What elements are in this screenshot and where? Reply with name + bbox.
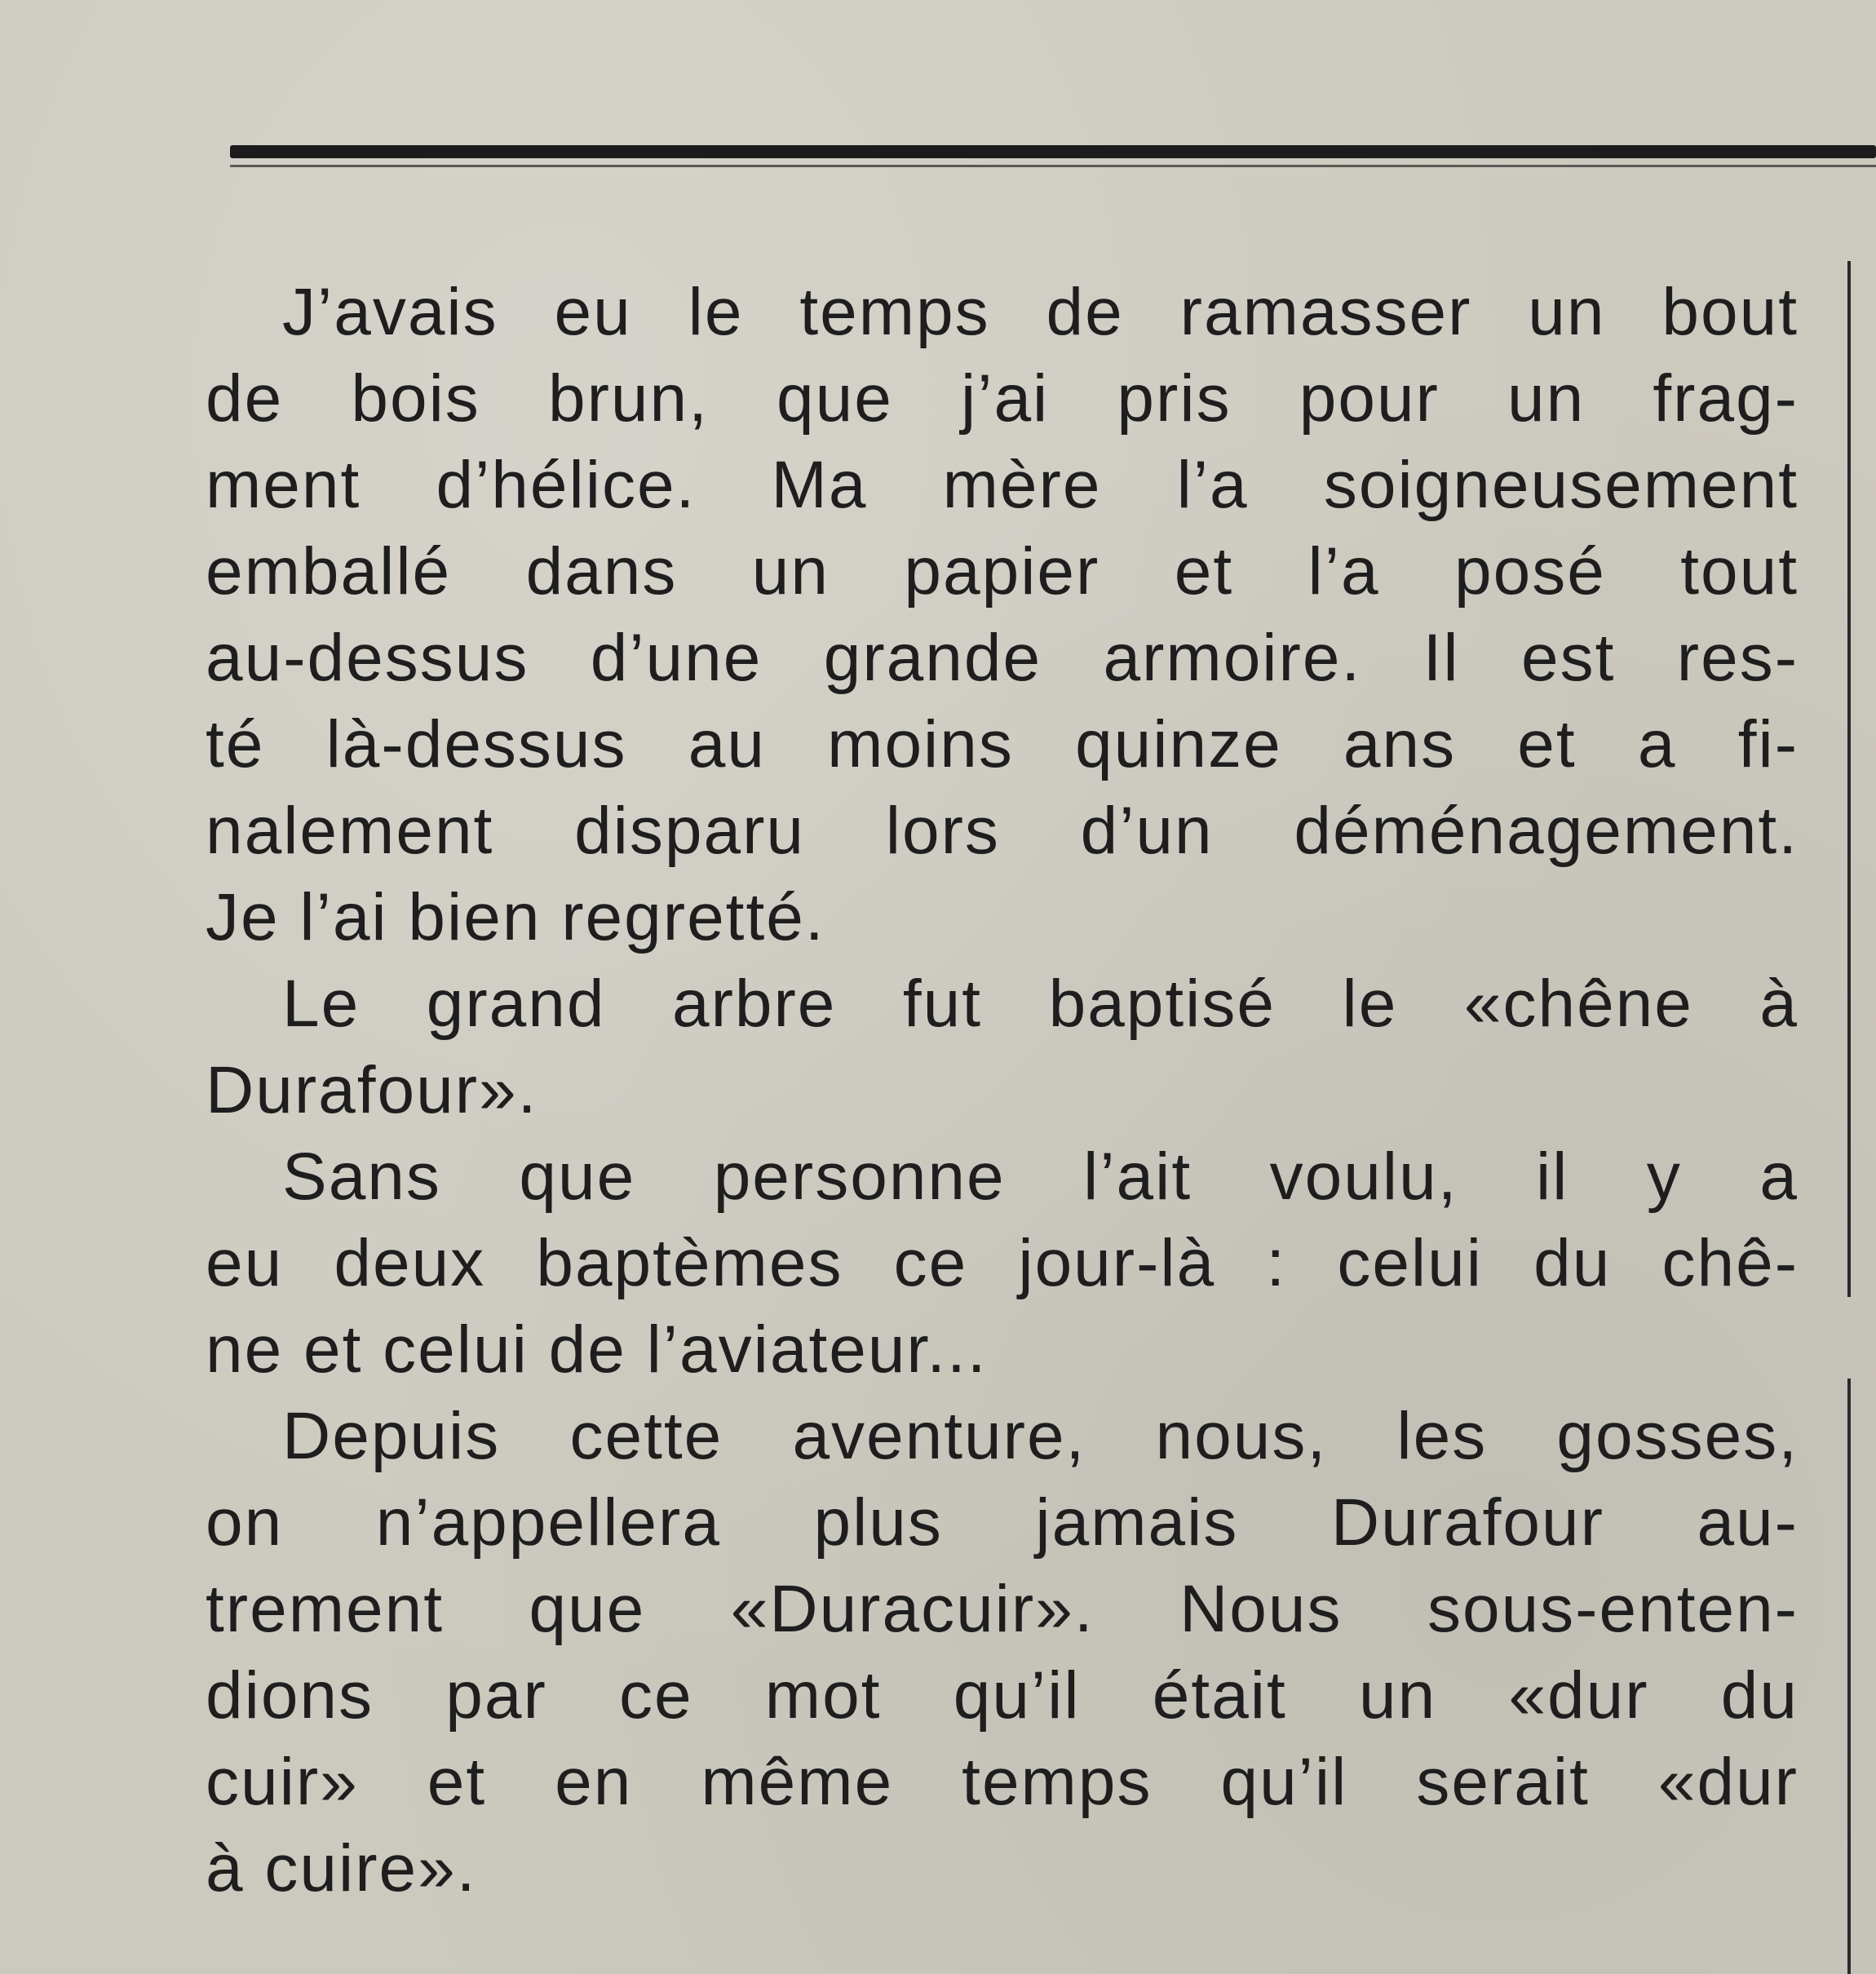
text-line: Le grand arbre fut baptisé le «chêne à — [282, 967, 1799, 1041]
text-line: à cuire». — [206, 1831, 477, 1905]
text-line: Sans que personne l’ait voulu, il y a — [282, 1140, 1799, 1214]
text-line: Je l’ai bien regretté. — [206, 880, 825, 954]
column-rule-lower — [1847, 1379, 1851, 1974]
text-line: Durafour». — [206, 1053, 538, 1127]
top-rule-thin — [230, 165, 1876, 167]
text-line: au-dessus d’une grande armoire. Il est res- — [206, 621, 1799, 695]
column-rule-upper — [1847, 261, 1851, 1297]
text-line: ne et celui de l’aviateur... — [206, 1312, 988, 1387]
text-line: de bois brun, que j’ai pris pour un frag- — [206, 361, 1799, 436]
text-line: J’avais eu le temps de ramasser un bout — [282, 275, 1799, 349]
top-rule — [230, 145, 1876, 158]
text-line: emballé dans un papier et l’a posé tout — [206, 534, 1799, 609]
text-line: on n’appellera plus jamais Durafour au- — [206, 1485, 1799, 1560]
text-line: nalement disparu lors d’un déménagement. — [206, 794, 1799, 868]
text-line: cuir» et en même temps qu’il serait «dur — [206, 1745, 1799, 1819]
text-line: té là-dessus au moins quinze ans et a fi- — [206, 707, 1799, 781]
text-line: trement que «Duracuir». Nous sous-enten- — [206, 1572, 1799, 1646]
text-line: Depuis cette aventure, nous, les gosses, — [282, 1399, 1799, 1473]
text-line: ment d’hélice. Ma mère l’a soigneusement — [206, 448, 1799, 522]
text-line: dions par ce mot qu’il était un «dur du — [206, 1658, 1799, 1733]
text-line: eu deux baptèmes ce jour-là : celui du chê- — [206, 1226, 1799, 1300]
article-column — [206, 269, 1799, 1912]
